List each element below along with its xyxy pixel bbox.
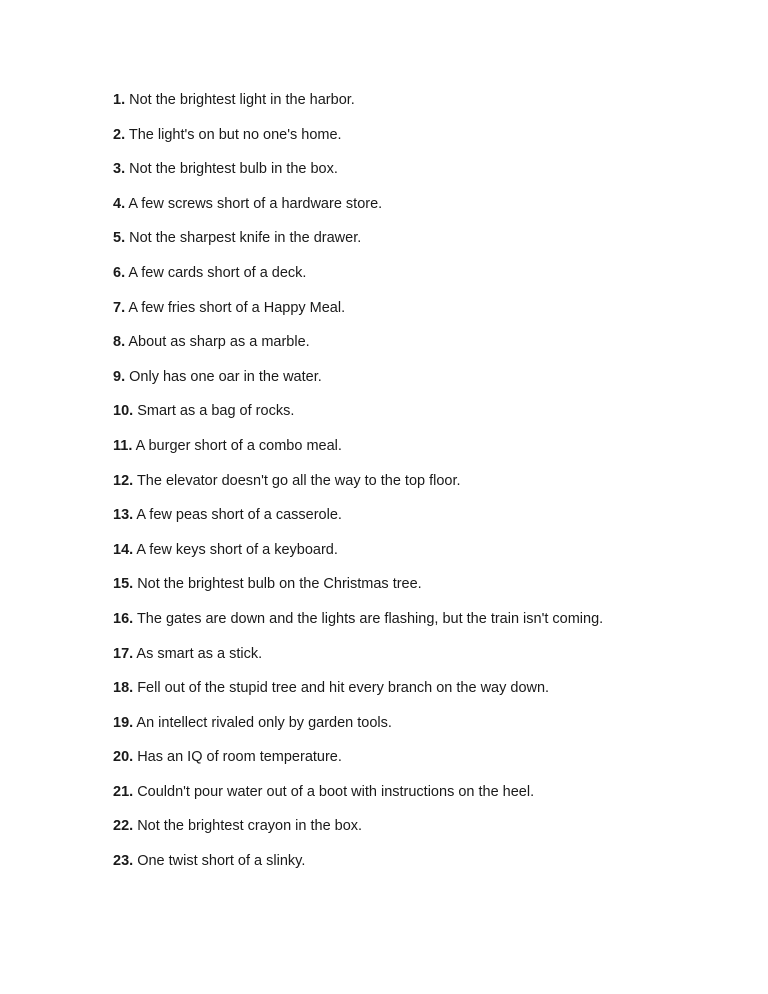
item-text: As smart as a stick. xyxy=(136,645,263,662)
item-number: 14. xyxy=(113,541,134,558)
item-number: 18. xyxy=(113,680,134,697)
item-text: A few screws short of a hardware store. xyxy=(128,195,383,212)
item-text: A burger short of a combo meal. xyxy=(135,437,342,454)
item-number: 1. xyxy=(113,92,126,108)
list-item xyxy=(113,574,603,609)
item-number: 10. xyxy=(113,403,134,420)
item-number: 21. xyxy=(113,783,134,800)
item-number: 13. xyxy=(113,507,134,524)
item-text: A few keys short of a keyboard. xyxy=(136,541,338,558)
list-item xyxy=(113,851,603,886)
item-text: Not the brightest bulb in the box. xyxy=(129,161,338,178)
item-text: Not the brightest light in the harbor. xyxy=(129,92,355,108)
item-number: 8. xyxy=(113,334,126,351)
item-text: Has an IQ of room temperature. xyxy=(137,749,342,766)
item-text: A few cards short of a deck. xyxy=(128,264,307,281)
item-number: 11. xyxy=(113,437,133,454)
item-text: The gates are down and the lights are flashing, but the train isn't coming. xyxy=(136,610,604,627)
item-text: A few fries short of a Happy Meal. xyxy=(128,299,346,316)
item-number: 12. xyxy=(113,472,134,489)
item-text: The elevator doesn't go all the way to the top floor. xyxy=(136,472,461,489)
item-text: Couldn't pour water out of a boot with instructions on the heel. xyxy=(137,783,535,800)
item-number: 17. xyxy=(113,645,134,662)
list-item xyxy=(113,505,603,540)
item-text: Not the sharpest knife in the drawer. xyxy=(129,230,362,247)
list-item xyxy=(113,678,603,713)
list-item xyxy=(113,609,603,644)
list-item xyxy=(113,332,603,367)
item-text: Only has one oar in the water. xyxy=(129,368,322,385)
item-number: 3. xyxy=(113,161,126,178)
list-item xyxy=(113,367,603,402)
list-item xyxy=(113,816,603,851)
item-number: 19. xyxy=(113,714,134,731)
item-number: 23. xyxy=(113,853,134,870)
item-number: 2. xyxy=(113,126,126,143)
item-number: 22. xyxy=(113,818,134,835)
item-text: The light's on but no one's home. xyxy=(128,126,342,143)
item-text: Smart as a bag of rocks. xyxy=(137,403,295,420)
item-text: About as sharp as a marble. xyxy=(128,334,310,351)
item-number: 5. xyxy=(113,230,126,247)
list-item xyxy=(113,747,603,782)
list-item xyxy=(113,228,603,263)
item-text: Not the brightest crayon in the box. xyxy=(137,818,363,835)
list-item xyxy=(113,159,603,194)
insult-list xyxy=(113,90,603,886)
list-item xyxy=(113,782,603,817)
list-item xyxy=(113,436,603,471)
list-item xyxy=(113,194,603,229)
item-text: A few peas short of a casserole. xyxy=(136,507,342,524)
item-text: An intellect rivaled only by garden tools. xyxy=(136,714,392,731)
item-number: 16. xyxy=(113,610,134,627)
item-number: 4. xyxy=(113,195,126,212)
item-number: 6. xyxy=(113,264,126,281)
list-item xyxy=(113,540,603,575)
list-item xyxy=(113,713,603,748)
list-item xyxy=(113,298,603,333)
list-item xyxy=(113,125,603,160)
item-number: 7. xyxy=(113,299,126,316)
list-item xyxy=(113,263,603,298)
list-item xyxy=(113,90,603,125)
list-item xyxy=(113,644,603,679)
list-item xyxy=(113,471,603,506)
item-number: 9. xyxy=(113,368,126,385)
item-number: 15. xyxy=(113,576,134,593)
item-text: One twist short of a slinky. xyxy=(137,853,306,870)
item-text: Fell out of the stupid tree and hit every branch on the way down. xyxy=(137,680,550,697)
item-text: Not the brightest bulb on the Christmas tree. xyxy=(137,576,422,593)
item-number: 20. xyxy=(113,749,134,766)
list-item xyxy=(113,401,603,436)
